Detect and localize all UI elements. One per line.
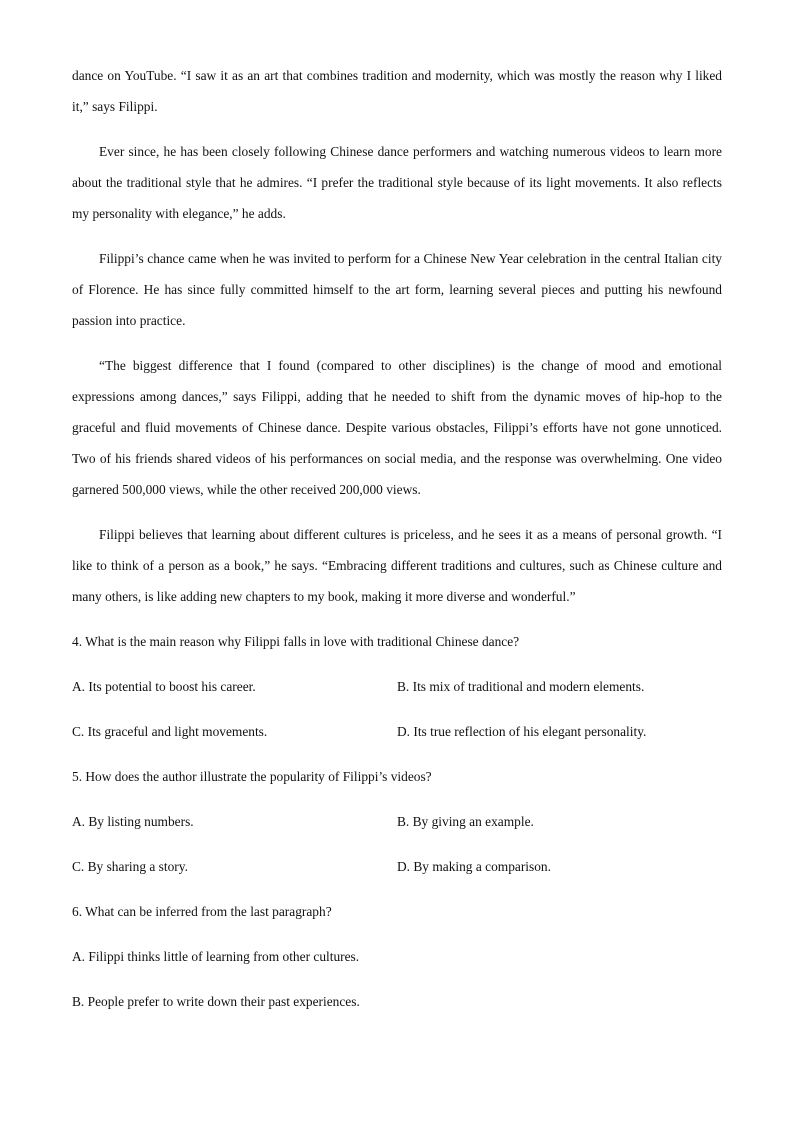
option-d: D. By making a comparison. xyxy=(397,859,551,874)
option-a: A. Its potential to boost his career. xyxy=(72,679,256,694)
question-stem: 5. How does the author illustrate the popularity of Filippi’s videos? xyxy=(72,769,432,784)
question-4 xyxy=(72,626,722,747)
option-b: B. By giving an example. xyxy=(397,814,534,829)
option-a: A. Filippi thinks little of learning from other cultures. xyxy=(72,949,360,964)
question-stem: 4. What is the main reason why Filippi falls in love with traditional Chinese dance? xyxy=(72,634,520,649)
option-row xyxy=(72,671,722,702)
question-6 xyxy=(72,896,722,1017)
passage-paragraph-1: dance on YouTube. “I saw it as an art that combines tradition and modernity, which was mostly the reason why I liked it,” says Filippi. xyxy=(72,68,722,114)
passage-paragraph-2: Ever since, he has been closely following Chinese dance performers and watching numerous videos to learn more about the traditional style that he admires. “I prefer the traditional style because of its light movements. It also reflects my personality with elegance,” he adds. xyxy=(72,144,722,221)
option-row xyxy=(72,806,722,837)
document-page xyxy=(72,60,722,1031)
option-b: B. Its mix of traditional and modern elements. xyxy=(397,679,645,694)
passage-paragraph-3: Filippi’s chance came when he was invited to perform for a Chinese New Year celebration in the central Italian city of Florence. He has since fully committed himself to the art form, learning several pieces and putting his newfound passion into practice. xyxy=(72,251,722,328)
option-row xyxy=(72,716,722,747)
passage-paragraph-5: Filippi believes that learning about different cultures is priceless, and he sees it as a means of personal growth. “I like to think of a person as a book,” he says. “Embracing different traditions and cultures, such as Chinese culture and many others, is like adding new chapters to my book, making it more diverse and wonderful.” xyxy=(72,527,722,604)
option-d: D. Its true reflection of his elegant personality. xyxy=(397,724,647,739)
option-c: C. Its graceful and light movements. xyxy=(72,724,268,739)
question-5 xyxy=(72,761,722,882)
option-c: C. By sharing a story. xyxy=(72,859,188,874)
option-a: A. By listing numbers. xyxy=(72,814,194,829)
option-row xyxy=(72,851,722,882)
question-stem: 6. What can be inferred from the last paragraph? xyxy=(72,904,332,919)
option-b: B. People prefer to write down their past experiences. xyxy=(72,994,360,1009)
passage-paragraph-4: “The biggest difference that I found (compared to other disciplines) is the change of mood and emotional expressions among dances,” says Filippi, adding that he needed to shift from the dynamic moves of hip-hop to the graceful and fluid movements of Chinese dance. Despite various obstacles, Filippi’s efforts have not gone unnoticed. Two of his friends shared videos of his performances on social media, and the response was overwhelming. One video garnered 500,000 views, while the other received 200,000 views. xyxy=(72,358,722,497)
